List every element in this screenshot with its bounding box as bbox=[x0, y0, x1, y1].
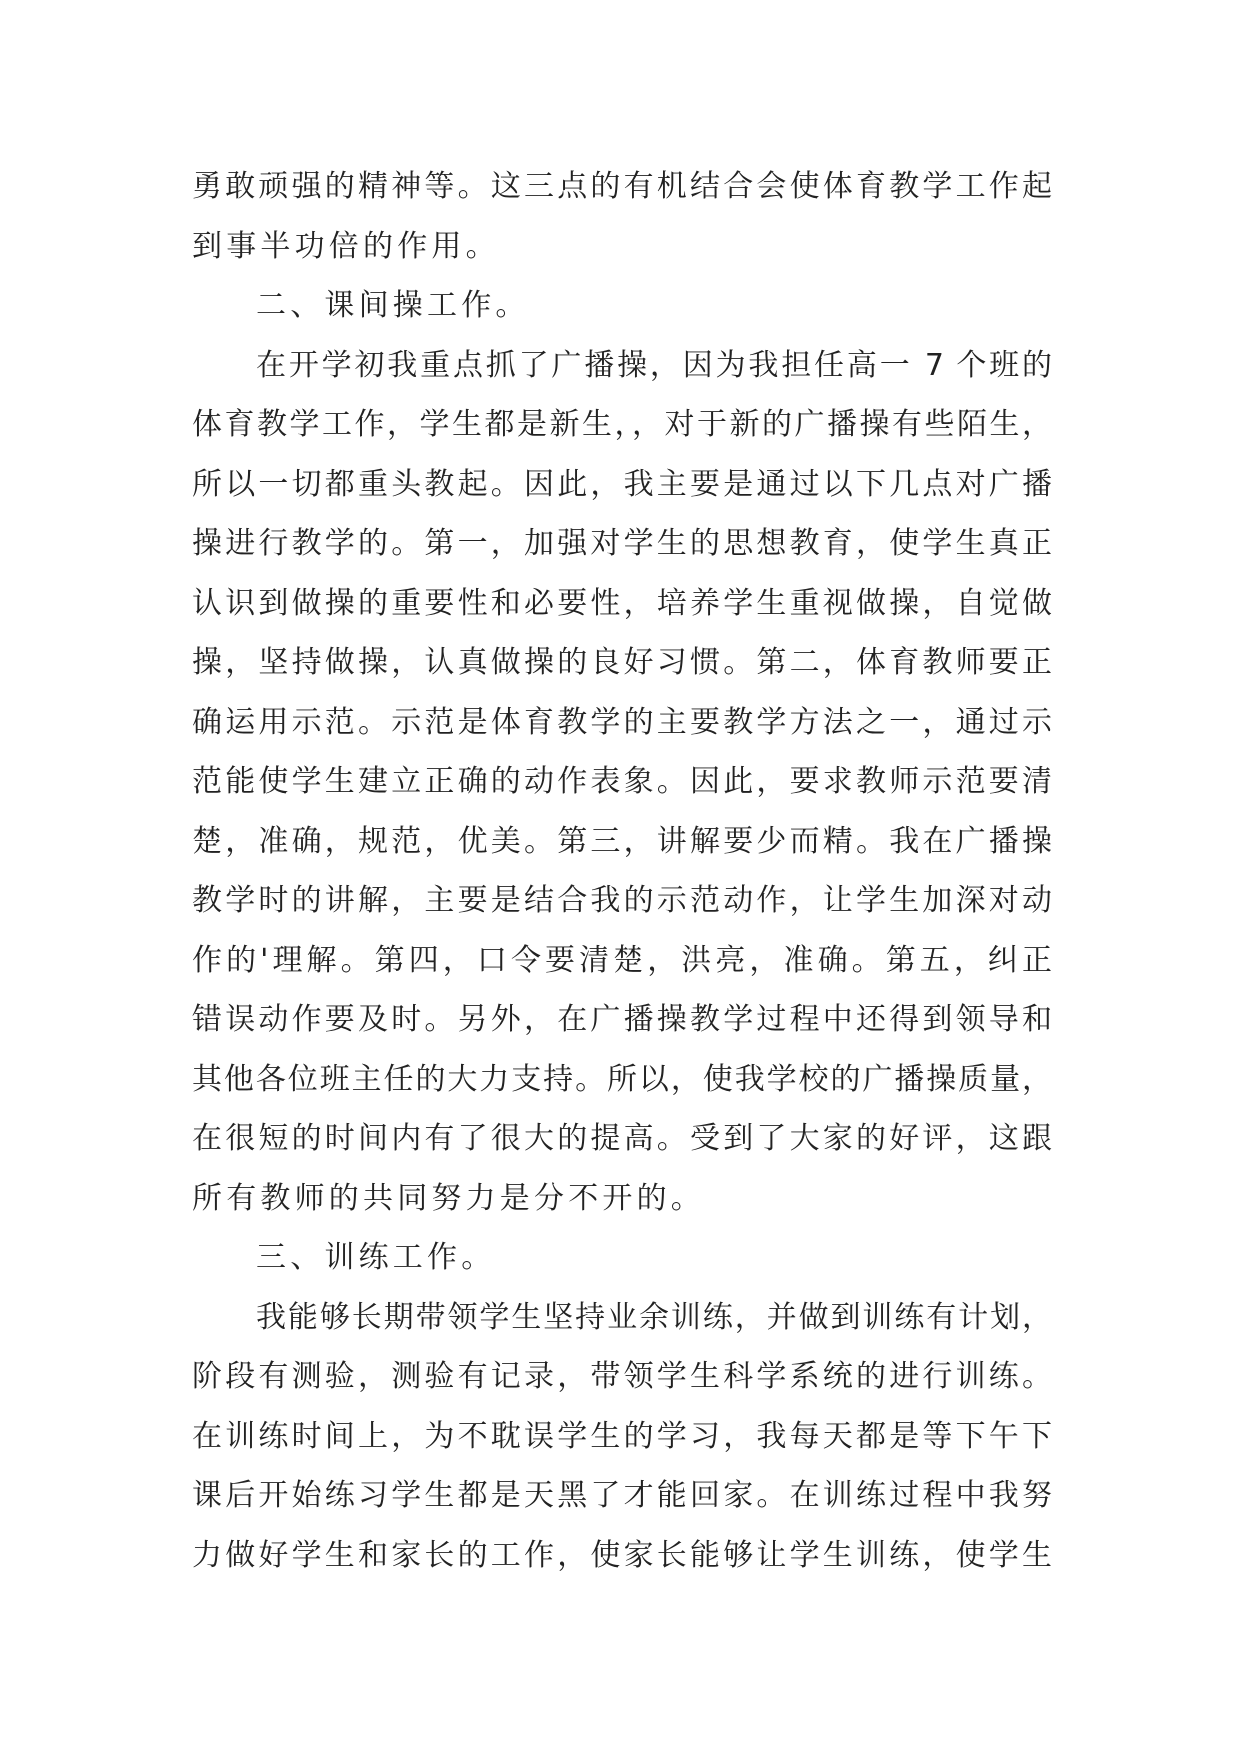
text-line: 到事半功倍的作用。 bbox=[192, 228, 500, 264]
text-line: 操进行教学的。第一，加强对学生的思想教育，使学生真正 bbox=[192, 526, 1052, 561]
text-line: 确运用示范。示范是体育教学的主要教学方法之一，通过示 bbox=[192, 704, 1052, 740]
text-line: 在很短的时间内有了很大的提高。受到了大家的好评，这跟 bbox=[192, 1121, 1052, 1156]
text-line: 所以一切都重头教起。因此，我主要是通过以下几点对广播 bbox=[192, 466, 1052, 502]
text-line: 在训练时间上，为不耽误学生的学习，我每天都是等下午下 bbox=[192, 1418, 1052, 1454]
text-line: 错误动作要及时。另外，在广播操教学过程中还得到领导和 bbox=[192, 1002, 1052, 1037]
document-body bbox=[192, 157, 1052, 1585]
text-line: 阶段有测验，测验有记录，带领学生科学系统的进行训练。 bbox=[192, 1359, 1052, 1394]
section-heading: 二、课间操工作。 bbox=[256, 288, 530, 323]
text-line: 其他各位班主任的大力支持。所以，使我学校的广播操质量， bbox=[192, 1061, 1052, 1097]
text-line: 力做好学生和家长的工作，使家长能够让学生训练，使学生 bbox=[192, 1537, 1052, 1573]
text-line: 认识到做操的重要性和必要性，培养学生重视做操，自觉做 bbox=[192, 585, 1052, 621]
text-line: 体育教学工作，学生都是新生，，对于新的广播操有些陌生， bbox=[192, 407, 1052, 442]
text-line: 我能够长期带领学生坚持业余训练，并做到训练有计划， bbox=[256, 1299, 1052, 1335]
section-heading: 三、训练工作。 bbox=[256, 1240, 496, 1275]
text-line: 操，坚持做操，认真做操的良好习惯。第二，体育教师要正 bbox=[192, 645, 1052, 680]
text-line: 作的'理解。第四，口令要清楚，洪亮，准确。第五，纠正 bbox=[192, 942, 1052, 978]
text-line: 课后开始练习学生都是天黑了才能回家。在训练过程中我努 bbox=[192, 1478, 1052, 1513]
text-line: 范能使学生建立正确的动作表象。因此，要求教师示范要清 bbox=[192, 764, 1052, 799]
text-line: 在开学初我重点抓了广播操，因为我担任高一 7 个班的 bbox=[256, 347, 1052, 383]
text-line: 所有教师的共同努力是分不开的。 bbox=[192, 1180, 705, 1216]
text-line: 楚，准确，规范，优美。第三，讲解要少而精。我在广播操 bbox=[192, 823, 1052, 859]
text-line: 勇敢顽强的精神等。这三点的有机结合会使体育教学工作起 bbox=[192, 169, 1052, 204]
text-line: 教学时的讲解，主要是结合我的示范动作，让学生加深对动 bbox=[192, 883, 1052, 918]
